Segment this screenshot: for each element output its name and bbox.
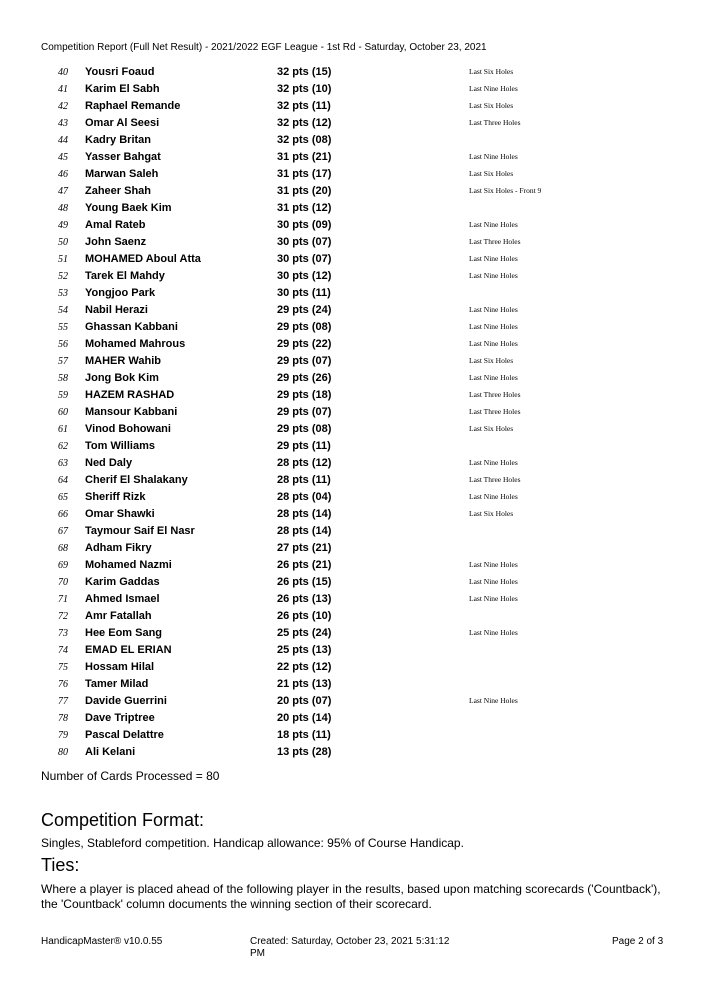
player-points: 30 pts (11) — [277, 287, 331, 299]
player-points: 30 pts (12) — [277, 270, 332, 282]
player-points: 32 pts (11) — [277, 100, 331, 112]
position-number: 50 — [58, 237, 68, 248]
player-points: 30 pts (09) — [277, 219, 332, 231]
player-points: 32 pts (10) — [277, 83, 332, 95]
player-points: 29 pts (08) — [277, 321, 332, 333]
countback-note: Last Nine Holes — [469, 696, 518, 705]
result-row — [0, 473, 707, 490]
player-name: EMAD EL ERIAN — [85, 644, 172, 656]
position-number: 66 — [58, 509, 68, 520]
position-number: 62 — [58, 441, 68, 452]
player-name: Ghassan Kabbani — [85, 321, 178, 333]
countback-note: Last Six Holes — [469, 356, 514, 365]
player-points: 25 pts (13) — [277, 644, 332, 656]
player-points: 29 pts (08) — [277, 423, 332, 435]
result-row — [0, 286, 707, 303]
result-row — [0, 643, 707, 660]
position-number: 53 — [58, 288, 68, 299]
position-number: 76 — [58, 679, 68, 690]
player-name: HAZEM RASHAD — [85, 389, 175, 401]
position-number: 72 — [58, 611, 68, 622]
ties-heading: Ties: — [41, 855, 80, 875]
player-name: Amr Fatallah — [85, 610, 152, 622]
countback-note: Last Nine Holes — [469, 254, 518, 263]
player-name: John Saenz — [85, 236, 147, 248]
countback-note: Last Three Holes — [469, 475, 521, 484]
countback-note: Last Nine Holes — [469, 322, 518, 331]
player-points: 31 pts (17) — [277, 168, 332, 180]
player-name: Kadry Britan — [85, 134, 152, 146]
result-row — [0, 150, 707, 167]
player-name: Hossam Hilal — [85, 661, 155, 673]
position-number: 58 — [58, 373, 68, 384]
countback-note: Last Six Holes - Front 9 — [469, 186, 542, 195]
footer-page-number: Page 2 of 3 — [612, 936, 664, 947]
countback-note: Last Nine Holes — [469, 492, 518, 501]
competition-format-text: Singles, Stableford competition. Handicap allowance: 95% of Course Handicap. — [41, 836, 464, 850]
position-number: 49 — [58, 220, 68, 231]
player-name: Ned Daly — [85, 457, 133, 469]
player-name: Hee Eom Sang — [85, 627, 163, 639]
player-points: 28 pts (11) — [277, 474, 331, 486]
position-number: 64 — [58, 475, 68, 486]
position-number: 80 — [58, 747, 68, 758]
result-row — [0, 541, 707, 558]
position-number: 59 — [58, 390, 68, 401]
results-list — [0, 65, 707, 762]
countback-note: Last Nine Holes — [469, 594, 518, 603]
position-number: 44 — [58, 135, 68, 146]
player-points: 21 pts (13) — [277, 678, 332, 690]
countback-note: Last Nine Holes — [469, 628, 518, 637]
result-row — [0, 575, 707, 592]
player-name: Pascal Delattre — [85, 729, 164, 741]
result-row — [0, 711, 707, 728]
countback-note: Last Nine Holes — [469, 84, 518, 93]
result-row — [0, 626, 707, 643]
position-number: 61 — [58, 424, 68, 435]
result-row — [0, 371, 707, 388]
countback-note: Last Nine Holes — [469, 560, 518, 569]
player-name: Zaheer Shah — [85, 185, 152, 197]
position-number: 45 — [58, 152, 68, 163]
result-row — [0, 184, 707, 201]
player-points: 26 pts (21) — [277, 559, 332, 571]
player-points: 26 pts (15) — [277, 576, 332, 588]
player-name: Dave Triptree — [85, 712, 155, 724]
player-name: Cherif El Shalakany — [85, 474, 188, 486]
footer-software: HandicapMaster® v10.0.55 — [41, 936, 163, 947]
position-number: 69 — [58, 560, 68, 571]
countback-note: Last Six Holes — [469, 101, 514, 110]
result-row — [0, 218, 707, 235]
countback-note: Last Nine Holes — [469, 305, 518, 314]
player-name: Taymour Saif El Nasr — [85, 525, 195, 537]
player-points: 29 pts (07) — [277, 406, 332, 418]
player-name: MAHER Wahib — [85, 355, 161, 367]
player-name: Karim Gaddas — [85, 576, 160, 588]
player-name: Omar Shawki — [85, 508, 155, 520]
player-name: Mansour Kabbani — [85, 406, 178, 418]
result-row — [0, 337, 707, 354]
position-number: 75 — [58, 662, 68, 673]
countback-note: Last Six Holes — [469, 509, 514, 518]
player-name: Amal Rateb — [85, 219, 146, 231]
position-number: 56 — [58, 339, 68, 350]
player-points: 30 pts (07) — [277, 253, 332, 265]
player-points: 18 pts (11) — [277, 729, 331, 741]
countback-note: Last Three Holes — [469, 118, 521, 127]
position-number: 70 — [58, 577, 68, 588]
result-row — [0, 558, 707, 575]
player-name: Mohamed Nazmi — [85, 559, 172, 571]
footer-created: Created: Saturday, October 23, 2021 5:31:12 PM — [250, 936, 450, 959]
player-name: Yasser Bahgat — [85, 151, 161, 163]
position-number: 40 — [58, 67, 68, 78]
player-points: 31 pts (21) — [277, 151, 332, 163]
result-row — [0, 490, 707, 507]
position-number: 42 — [58, 101, 68, 112]
result-row — [0, 456, 707, 473]
player-points: 29 pts (26) — [277, 372, 332, 384]
result-row — [0, 354, 707, 371]
player-points: 31 pts (12) — [277, 202, 332, 214]
result-row — [0, 388, 707, 405]
player-name: Omar Al Seesi — [85, 117, 160, 129]
player-points: 28 pts (14) — [277, 508, 332, 520]
position-number: 67 — [58, 526, 68, 537]
position-number: 73 — [58, 628, 68, 639]
result-row — [0, 677, 707, 694]
cards-processed: Number of Cards Processed = 80 — [41, 769, 220, 783]
player-name: Young Baek Kim — [85, 202, 172, 214]
countback-note: Last Nine Holes — [469, 339, 518, 348]
result-row — [0, 439, 707, 456]
countback-note: Last Nine Holes — [469, 577, 518, 586]
player-points: 29 pts (11) — [277, 440, 331, 452]
ties-text: Where a player is placed ahead of the following player in the results, based upon matching scorecards ('Countback'), the 'Countback' column documents the winning section of their scorecard. — [41, 882, 661, 911]
countback-note: Last Three Holes — [469, 390, 521, 399]
player-name: Adham Fikry — [85, 542, 152, 554]
player-points: 26 pts (13) — [277, 593, 332, 605]
player-points: 22 pts (12) — [277, 661, 332, 673]
countback-note: Last Nine Holes — [469, 373, 518, 382]
result-row — [0, 201, 707, 218]
player-points: 28 pts (14) — [277, 525, 332, 537]
position-number: 78 — [58, 713, 68, 724]
result-row — [0, 269, 707, 286]
position-number: 65 — [58, 492, 68, 503]
result-row — [0, 422, 707, 439]
position-number: 46 — [58, 169, 68, 180]
player-points: 27 pts (21) — [277, 542, 332, 554]
player-name: Ahmed Ismael — [85, 593, 160, 605]
player-name: Davide Guerrini — [85, 695, 167, 707]
position-number: 60 — [58, 407, 68, 418]
player-points: 20 pts (07) — [277, 695, 332, 707]
position-number: 55 — [58, 322, 68, 333]
position-number: 47 — [58, 186, 68, 197]
position-number: 43 — [58, 118, 68, 129]
countback-note: Last Nine Holes — [469, 152, 518, 161]
player-points: 32 pts (12) — [277, 117, 332, 129]
player-points: 29 pts (22) — [277, 338, 332, 350]
player-points: 30 pts (07) — [277, 236, 332, 248]
result-row — [0, 235, 707, 252]
player-name: MOHAMED Aboul Atta — [85, 253, 201, 265]
result-row — [0, 252, 707, 269]
player-name: Tom Williams — [85, 440, 155, 452]
position-number: 63 — [58, 458, 68, 469]
position-number: 57 — [58, 356, 68, 367]
position-number: 48 — [58, 203, 68, 214]
countback-note: Last Nine Holes — [469, 458, 518, 467]
position-number: 68 — [58, 543, 68, 554]
result-row — [0, 524, 707, 541]
result-row — [0, 660, 707, 677]
countback-note: Last Six Holes — [469, 169, 514, 178]
countback-note: Last Nine Holes — [469, 271, 518, 280]
player-points: 13 pts (28) — [277, 746, 332, 758]
player-points: 31 pts (20) — [277, 185, 332, 197]
position-number: 51 — [58, 254, 68, 265]
result-row — [0, 65, 707, 82]
result-row — [0, 405, 707, 422]
result-row — [0, 99, 707, 116]
player-points: 20 pts (14) — [277, 712, 332, 724]
player-name: Nabil Herazi — [85, 304, 148, 316]
player-points: 29 pts (24) — [277, 304, 332, 316]
countback-note: Last Nine Holes — [469, 220, 518, 229]
player-name: Yongjoo Park — [85, 287, 156, 299]
player-points: 29 pts (18) — [277, 389, 332, 401]
position-number: 41 — [58, 84, 68, 95]
player-name: Marwan Saleh — [85, 168, 159, 180]
result-row — [0, 507, 707, 524]
countback-note: Last Three Holes — [469, 237, 521, 246]
result-row — [0, 745, 707, 762]
player-name: Vinod Bohowani — [85, 423, 171, 435]
result-row — [0, 694, 707, 711]
position-number: 74 — [58, 645, 68, 656]
player-name: Yousri Foaud — [85, 66, 155, 78]
player-points: 26 pts (10) — [277, 610, 332, 622]
position-number: 77 — [58, 696, 68, 707]
player-points: 29 pts (07) — [277, 355, 332, 367]
player-name: Jong Bok Kim — [85, 372, 159, 384]
player-name: Mohamed Mahrous — [85, 338, 186, 350]
result-row — [0, 303, 707, 320]
player-points: 32 pts (08) — [277, 134, 332, 146]
result-row — [0, 167, 707, 184]
position-number: 52 — [58, 271, 68, 282]
player-points: 28 pts (04) — [277, 491, 332, 503]
result-row — [0, 320, 707, 337]
player-name: Sheriff Rizk — [85, 491, 146, 503]
player-name: Raphael Remande — [85, 100, 181, 112]
position-number: 71 — [58, 594, 68, 605]
result-row — [0, 592, 707, 609]
player-name: Ali Kelani — [85, 746, 136, 758]
player-name: Tarek El Mahdy — [85, 270, 165, 282]
player-name: Karim El Sabh — [85, 83, 160, 95]
player-points: 25 pts (24) — [277, 627, 332, 639]
player-name: Tamer Milad — [85, 678, 149, 690]
result-row — [0, 728, 707, 745]
report-header: Competition Report (Full Net Result) - 2021/2022 EGF League - 1st Rd - Saturday, October 23, 2021 — [41, 42, 487, 53]
result-row — [0, 133, 707, 150]
player-points: 28 pts (12) — [277, 457, 332, 469]
result-row — [0, 609, 707, 626]
countback-note: Last Six Holes — [469, 424, 514, 433]
player-points: 32 pts (15) — [277, 66, 332, 78]
countback-note: Last Three Holes — [469, 407, 521, 416]
result-row — [0, 116, 707, 133]
competition-format-heading: Competition Format: — [41, 810, 205, 830]
position-number: 79 — [58, 730, 68, 741]
countback-note: Last Six Holes — [469, 67, 514, 76]
result-row — [0, 82, 707, 99]
position-number: 54 — [58, 305, 68, 316]
